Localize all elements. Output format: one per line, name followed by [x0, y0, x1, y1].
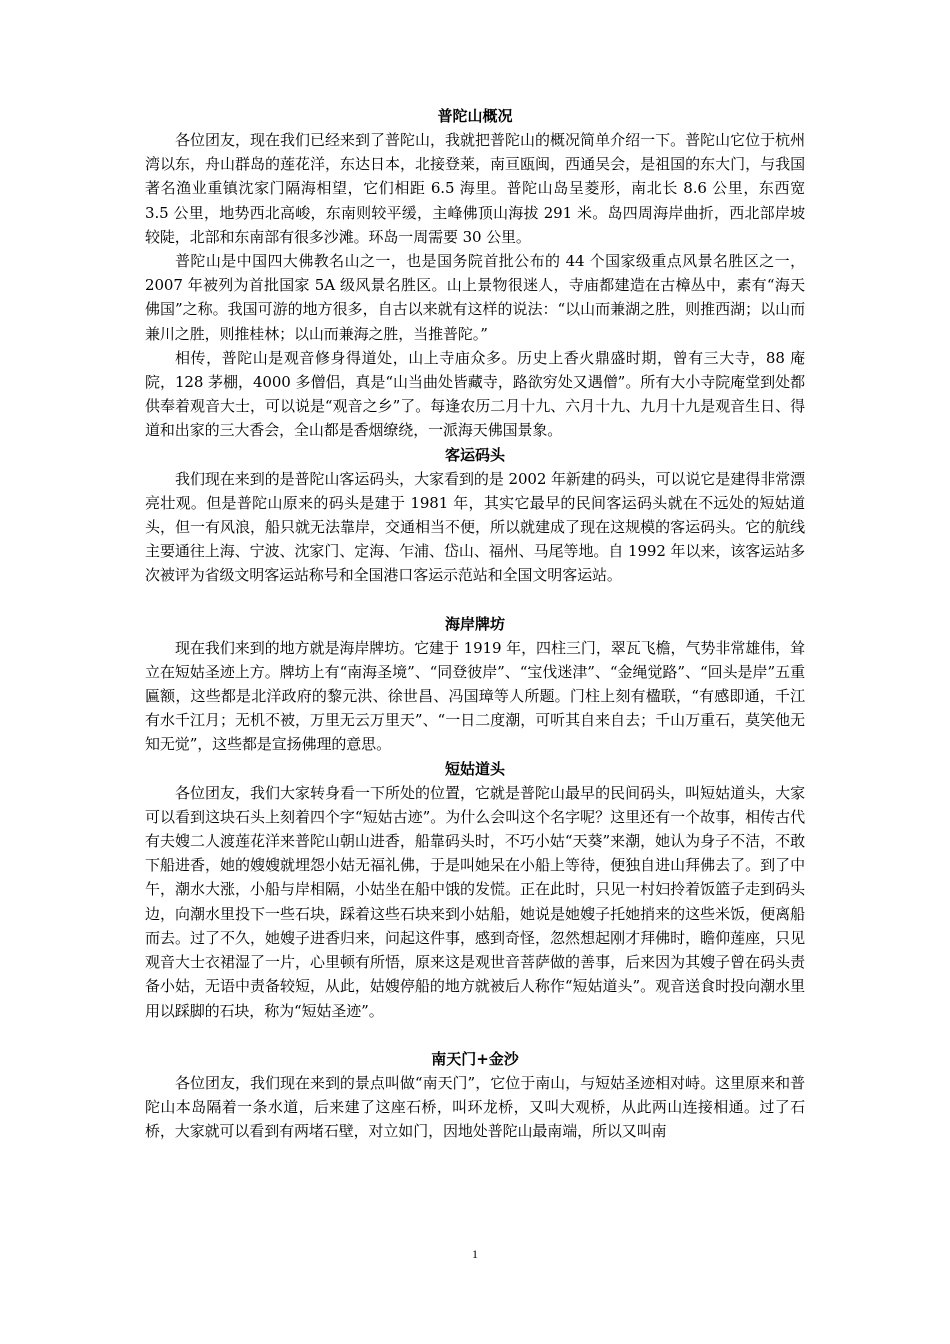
paragraph: 现在我们来到的地方就是海岸牌坊。它建于 1919 年，四柱三门，翠瓦飞檐，气势非常雄伟，耸立在短姑圣迹上方。牌坊上有“南海圣境”、“同登彼岸”、“宝伐迷津”、“金绳觉路”、“回头是岸”五重匾额，这些都是北洋政府的黎元洪、徐世昌、冯国璋等人所题。门柱上刻有楹联，“有感即通，千江有水千江月；无机不被，万里无云万里天”、“一日二度潮，可听其自来自去；千山万重石，莫笑他无知无觉”，这些都是宣扬佛理的意思。: [145, 638, 805, 754]
paragraph: 各位团友，我们现在来到的景点叫做“南天门”，它位于南山，与短姑圣迹相对峙。这里原来和普陀山本岛隔着一条水道，后来建了这座石桥，叫环龙桥，又叫大观桥，从此两山连接相通。过了石桥，大家就可以看到有两堵石壁，对立如门，因地处普陀山最南端，所以又叫南: [145, 1073, 805, 1141]
section-title-south-gate: 南天门+金沙: [431, 1049, 519, 1068]
spacer: [145, 588, 805, 612]
section-title-passenger-terminal: 客运码头: [444, 445, 505, 464]
paragraph: 各位团友，我们大家转身看一下所处的位置，它就是普陀山最早的民间码头，叫短姑道头，大家可以看到这块石头上刻着四个字“短姑古迹”。为什么会叫这个名字呢？这里还有一个故事，相传古代有夫嫂二人渡莲花洋来普陀山朝山进香，船靠码头时，不巧小姑“天葵”来潮，她认为身子不洁，不敢下船进香，她的嫂嫂就埋怨小姑无福礼佛，于是叫她呆在小船上等待，便独自进山拜佛去了。到了中午，潮水大涨，小船与岸相隔，小姑坐在船中饿的发慌。正在此时，只见一村妇拎着饭篮子走到码头边，向潮水里投下一些石块，踩着这些石块来到小姑船，她说是她嫂子托她捎来的这些米饭，便离船而去。过了不久，她嫂子进香归来，问起这件事，感到奇怪，忽然想起刚才拜佛时，瞻仰莲座，只见观音大士衣裙湿了一片，心里顿有所悟，原来这是观世音菩萨做的善事，后来因为其嫂子曾在码头责备小姑，无语中责备较短，从此，姑嫂停船的地方就被后人称作“短姑道头”。观音送食时投向潮水里用以踩脚的石块，称为“短姑圣迹”。: [145, 783, 805, 1020]
section-title-coastal-archway: 海岸牌坊: [444, 614, 505, 633]
paragraph: 我们现在来到的是普陀山客运码头，大家看到的是 2002 年新建的码头，可以说它是建得非常漂亮壮观。但是普陀山原来的码头是建于 1981 年，其实它最早的民间客运码头就在不远处的短姑道头，但一有风浪，船只就无法靠岸，交通相当不便，所以就建成了现在这规模的客运码头。它的航线主要通往上海、宁波、沈家门、定海、乍浦、岱山、福州、马尾等地。自 1992 年以来，该客运站多次被评为省级文明客运站称号和全国港口客运示范站和全国文明客运站。: [145, 469, 805, 585]
paragraph: 相传，普陀山是观音修身得道处，山上寺庙众多。历史上香火鼎盛时期，曾有三大寺，88 庵院，128 茅棚，4000 多僧侣，真是“山当曲处皆藏寺，路欲穷处又遇僧”。所有大小寺院庵堂到处都供奉着观音大士，可以说是“观音之乡”了。每逢农历二月十九、六月十九、九月十九是观音生日、得道和出家的三大香会，全山都是香烟缭绕，一派海天佛国景象。: [145, 348, 805, 440]
section-title-putuo-overview: 普陀山概况: [437, 107, 513, 125]
document-page: [145, 104, 805, 1143]
paragraph: 普陀山是中国四大佛教名山之一，也是国务院首批公布的 44 个国家级重点风景名胜区之一，2007 年被列为首批国家 5A 级风景名胜区。山上景物很迷人，寺庙都建造在古樟丛中，素有“海天佛国”之称。我国可游的地方很多，自古以来就有这样的说法：“以山而兼湖之胜，则推西湖；以山而兼川之胜，则推桂林；以山而兼海之胜，当推普陀。”: [145, 252, 805, 343]
page-number: 1: [472, 1247, 478, 1261]
spacer: [145, 1023, 805, 1047]
paragraph: 各位团友，现在我们已经来到了普陀山，我就把普陀山的概况简单介绍一下。普陀山它位于杭州湾以东，舟山群岛的莲花洋，东达日本，北接登莱，南亘瓯闽，西通吴会，是祖国的东大门，与我国著名渔业重镇沈家门隔海相望，它们相距 6.5 海里。普陀山岛呈菱形，南北长 8.6 公里，东西宽 3.5 公里，地势西北高峻，东南则较平缓，主峰佛顶山海拔 291 米。岛四周海岸曲折，西北部岸坡较陡，北部和东南部有很多沙滩。环岛一周需要 30 公里。: [145, 131, 805, 246]
section-title-duangu-pier: 短姑道头: [444, 759, 505, 778]
